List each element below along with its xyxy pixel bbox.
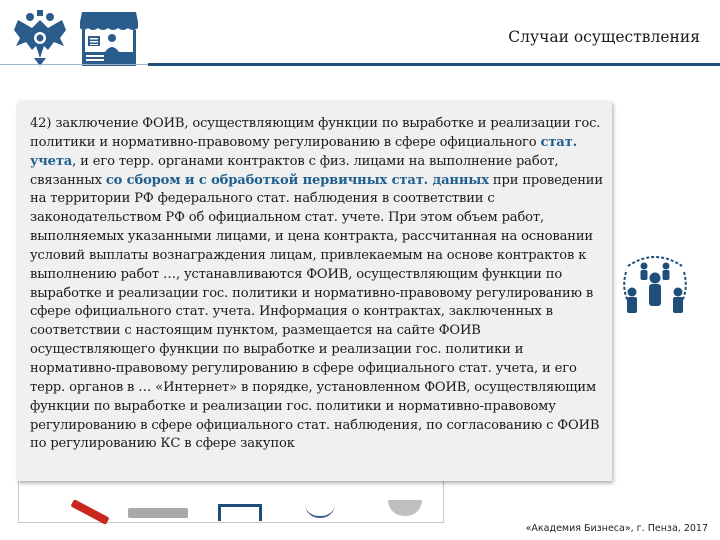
slide-title: Случаи осуществления — [508, 28, 700, 46]
title-divider-thin — [0, 64, 148, 65]
body-text — [30, 115, 606, 454]
highlight-sbor-obrabotka: со сбором и с обработкой первичных стат. данных — [105, 172, 489, 188]
body-text-part-2: , и его терр. органами контрактов с физ. лицами на выполнение работ, связанных — [30, 153, 559, 188]
coat-of-arms-icon — [10, 8, 70, 68]
highlight-stat-uchet: стат. учета — [30, 134, 578, 169]
kiosk-icon — [78, 8, 140, 70]
people-network-icon — [618, 248, 692, 320]
background-grey-shape — [128, 508, 188, 518]
body-text-part-1: 42) заключение ФОИВ, осуществляющим функции по выработке и реализации гос. политики и нормативно-правовому регулированию в сфере официального — [30, 116, 601, 150]
footer-caption: «Академия Бизнеса», г. Пенза, 2017 — [525, 523, 708, 534]
text-panel — [18, 101, 612, 481]
background-box-shape — [218, 504, 262, 521]
title-divider — [148, 63, 720, 66]
body-text-part-3: при проведении на территории РФ федерального стат. наблюдения в соответствии с законодательством РФ об официальном стат. учете. При этом объем работ, выполняемых указанными лицами, и цена контракта, рассчитанная на основании условий выплаты вознаграждения лицам, привлекаемым на основе контрактов к выполнению работ …, устанавливаются ФОИВ, осуществляющим функции по выработке и реализации гос. политики и нормативно-правовому регулированию в сфере официального стат. учета. Информация о контрактах, заключенных в соответствии с настоящим пунктом, размещается на сайте ФОИВ осуществляющего функции по выработке и реализации гос. политики и нормативно-правовому регулированию в сфере официального стат. учета, и его терр. органов в … «Интернет» в порядке, установленном ФОИВ, осуществляющим функции по выработке и реализации гос. политики и нормативно-правовому регулированию в сфере официального стат. наблюдения, по согласованию с ФОИВ по регулированию КС в сфере закупок — [30, 172, 603, 452]
